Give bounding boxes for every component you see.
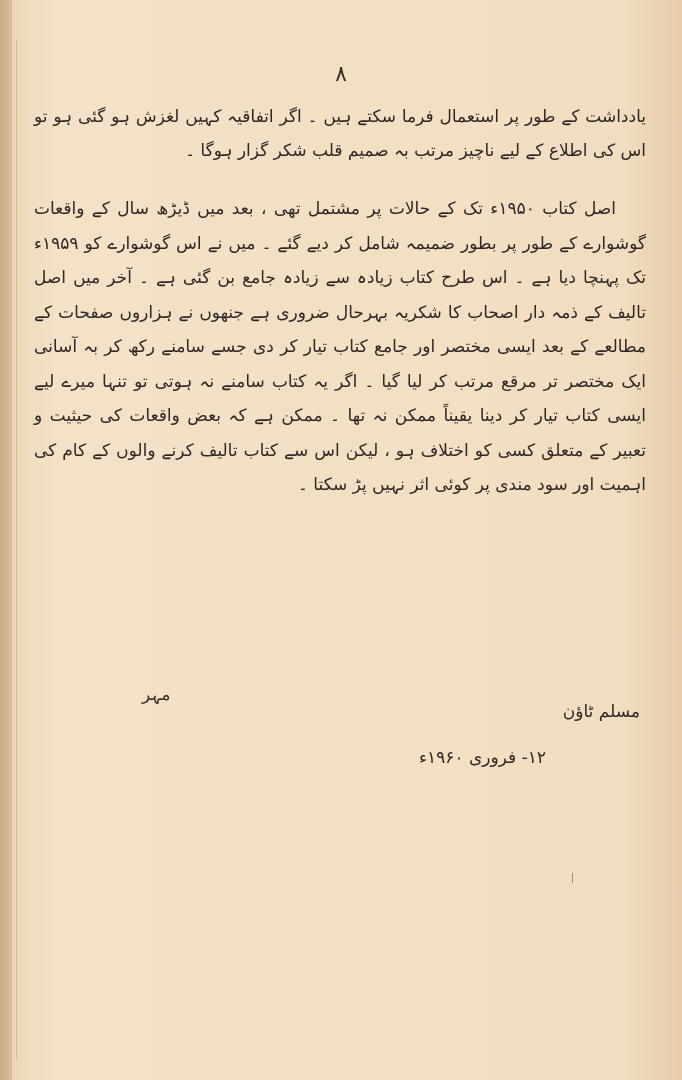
main-text [34, 100, 646, 503]
signature-date: ۱۲- فروری ۱۹۶۰ء [419, 748, 546, 768]
paragraph-2: اصل کتاب ۱۹۵۰ء تک کے حالات پر مشتمل تھی ، بعد میں ڈیڑھ سال کے واقعات گوشوارے کے طور پر بطور ضمیمہ شامل کر دیے گئے ۔ میں نے اس گوشوارے کو ۱۹۵۹ء تک پہنچا دیا ہے ۔ اس طرح کتاب زیادہ سے زیادہ جامع بن گئی ہے ۔ آخر میں اصل تالیف کے ذمہ دار اصحاب کا شکریہ بہرحال ضروری ہے جنھوں نے ہزاروں صفحات کے مطالعے کے بعد ایسی مختصر اور جامع کتاب تیار کر دی جسے سامنے رکھ کر بہ آسانی ایک مختصر تر مرقع مرتب کر لیا گیا ۔ اگر یہ کتاب سامنے نہ ہوتی تو تنہا میرے لیے ایسی کتاب تیار کر دینا یقیناً ممکن نہ تھا ۔ ممکن ہے کہ بعض واقعات کی حیثیت و تعبیر کے متعلق کسی کو اختلاف ہو ، لیکن اس سے کتاب تالیف کرنے والوں کے کام کی اہمیت اور سود مندی پر کوئی اثر نہیں پڑ سکتا ۔ [34, 199, 646, 495]
paper-speck [572, 873, 573, 883]
page-binding-edge [0, 0, 12, 1080]
page-number: ۸ [335, 62, 347, 87]
page-fold-line [16, 40, 17, 1060]
signature-initials: مہر [142, 685, 171, 705]
paragraph-1: یادداشت کے طور پر استعمال فرما سکتے ہیں ۔ اگر اتفاقیہ کہیں لغزش ہو گئی ہو تو اس کی اطلاع کے لیے ناچیز مرتب بہ صمیم قلب شکر گزار ہوگا ۔ [34, 107, 646, 161]
signature-location: مسلم ٹاؤن [562, 702, 640, 722]
